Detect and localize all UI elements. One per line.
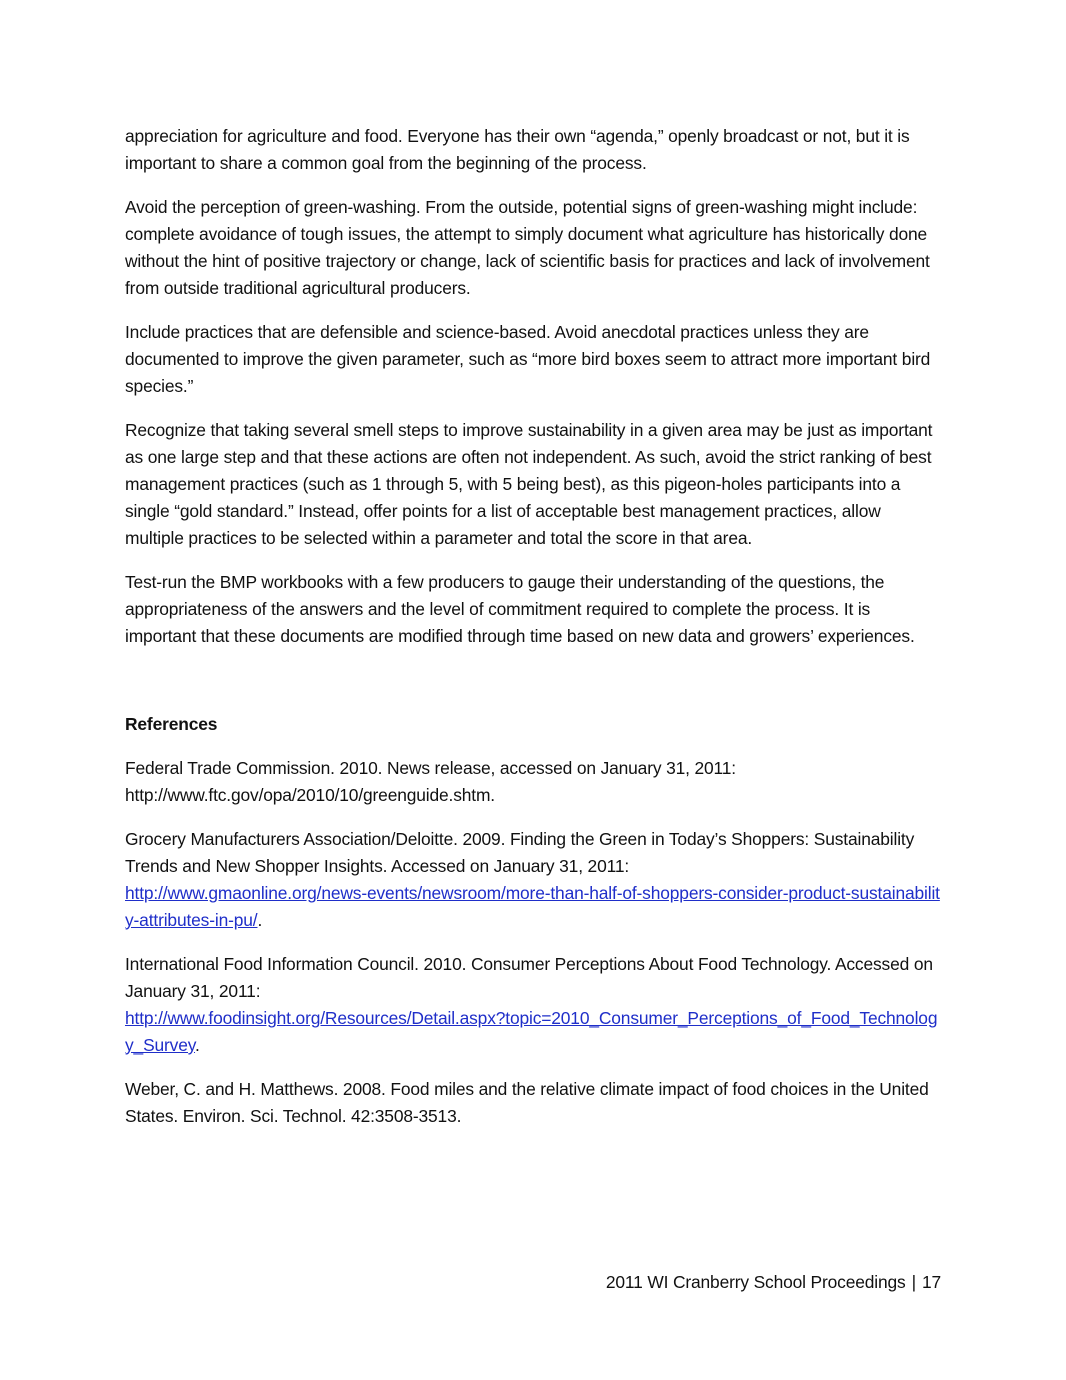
reference-link-gma[interactable]: http://www.gmaonline.org/news-events/newsroom/more-than-half-of-shoppers-consider-product-sustainability-attributes-in-pu/ bbox=[125, 883, 940, 930]
reference-link-line bbox=[125, 1005, 941, 1059]
reference-item-ific bbox=[125, 951, 941, 1059]
reference-link-line bbox=[125, 880, 941, 934]
references-list bbox=[125, 755, 941, 1130]
page-number: 17 bbox=[921, 1272, 941, 1292]
body-paragraph-2: Avoid the perception of green-washing. From the outside, potential signs of green-washing might include: complete avoidance of tough issues, the attempt to simply document what agriculture has historically done without the hint of positive trajectory or change, lack of scientific basis for practices and lack of involvement from outside traditional agricultural producers. bbox=[125, 197, 930, 298]
page-footer bbox=[560, 1269, 941, 1296]
body-paragraph-1: appreciation for agriculture and food. Everyone has their own “agenda,” openly broadcast or not, but it is important to share a common goal from the beginning of the process. bbox=[125, 126, 910, 173]
reference-item-ftc bbox=[125, 755, 941, 809]
reference-text: International Food Information Council. 2010. Consumer Perceptions About Food Technology. Accessed on January 31, 2011: bbox=[125, 954, 933, 1001]
footer-separator: | bbox=[911, 1272, 916, 1292]
page-content bbox=[125, 123, 941, 1130]
reference-link-trailing: . bbox=[257, 910, 263, 930]
reference-text: Weber, C. and H. Matthews. 2008. Food miles and the relative climate impact of food choices in the United States. Environ. Sci. Technol. 42:3508-3513. bbox=[125, 1079, 929, 1126]
body-paragraph-5: Test-run the BMP workbooks with a few producers to gauge their understanding of the questions, the appropriateness of the answers and the level of commitment required to complete the process. It is important that these documents are modified through time based on new data and growers’ experiences. bbox=[125, 572, 915, 646]
reference-text: Grocery Manufacturers Association/Deloitte. 2009. Finding the Green in Today’s Shoppers: Sustainability Trends and New Shopper Insights. Accessed on January 31, 2011: bbox=[125, 829, 915, 876]
body-paragraph-3: Include practices that are defensible and science-based. Avoid anecdotal practices unless they are documented to improve the given parameter, such as “more bird boxes seem to attract more important bird species.” bbox=[125, 322, 931, 396]
reference-item-gma bbox=[125, 826, 941, 934]
reference-url: http://www.ftc.gov/opa/2010/10/greenguide.shtm. bbox=[125, 785, 495, 805]
footer-title: 2011 WI Cranberry School Proceedings bbox=[605, 1272, 906, 1292]
reference-text: Federal Trade Commission. 2010. News release, accessed on January 31, 2011: bbox=[125, 758, 736, 778]
reference-link-trailing: . bbox=[195, 1035, 200, 1055]
reference-item-weber bbox=[125, 1076, 941, 1130]
references-heading: References bbox=[125, 714, 218, 734]
body-paragraph-4: Recognize that taking several smell steps to improve sustainability in a given area may be just as important as one large step and that these actions are often not independent. As such, avoid the strict ranking of best management practices (such as 1 through 5, with 5 being best), as this pigeon-holes participants into a single “gold standard.” Instead, offer points for a list of acceptable best management practices, allow multiple practices to be selected within a parameter and total the score in that area. bbox=[125, 420, 933, 548]
reference-link-ific[interactable]: http://www.foodinsight.org/Resources/Detail.aspx?topic=2010_Consumer_Perceptions_of_Food_Technology_Survey bbox=[125, 1008, 938, 1055]
